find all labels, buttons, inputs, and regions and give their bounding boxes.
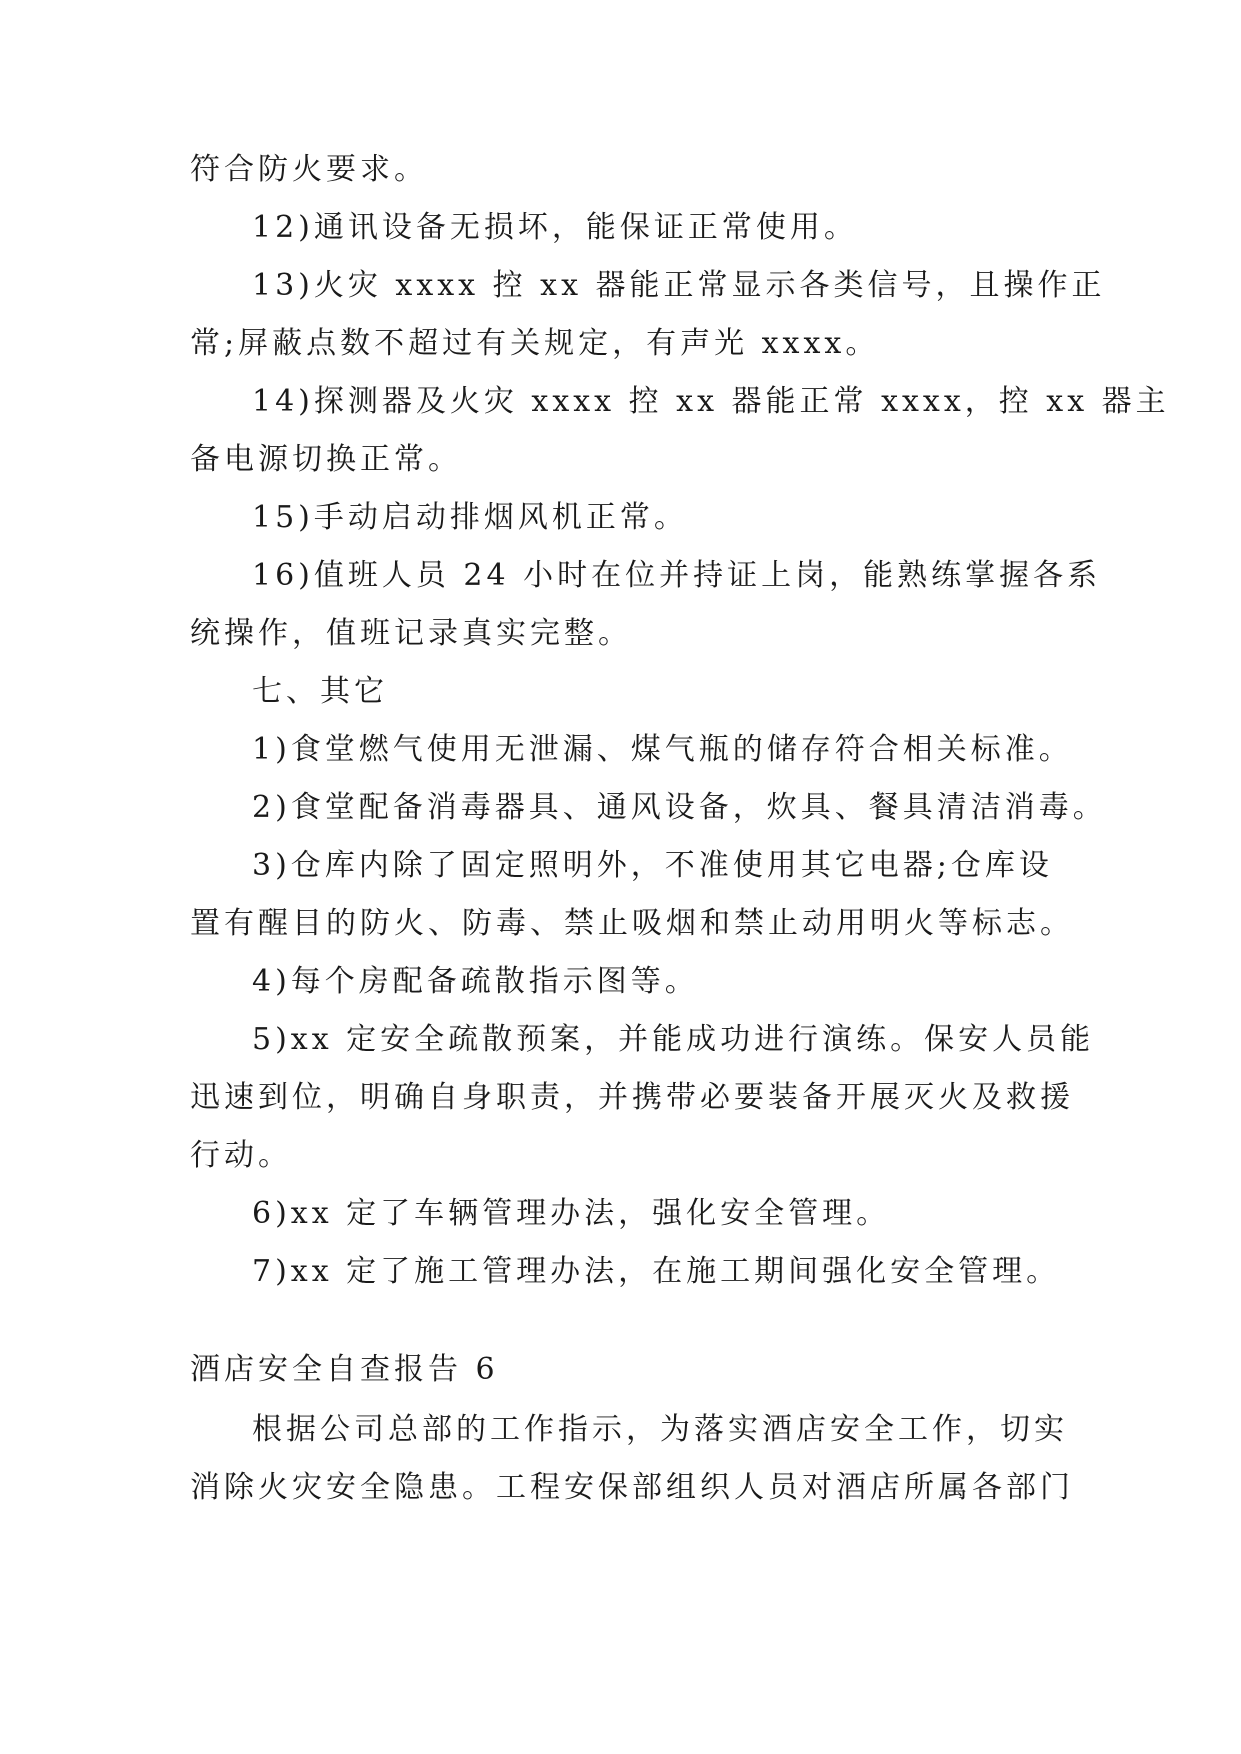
text-line: 3)仓库内除了固定照明外，不准使用其它电器;仓库设 [252, 848, 1053, 883]
text-line: 7)xx 定了施工管理办法，在施工期间强化安全管理。 [252, 1254, 1061, 1289]
text-line: 2)食堂配备消毒器具、通风设备，炊具、餐具清洁消毒。 [252, 790, 1107, 825]
text-line: 6)xx 定了车辆管理办法，强化安全管理。 [252, 1196, 891, 1231]
text-line: 13)火灾 xxxx 控 xx 器能正常显示各类信号，且操作正 [252, 268, 1106, 303]
text-line: 12)通讯设备无损坏，能保证正常使用。 [252, 210, 858, 245]
text-line: 置有醒目的防火、防毒、禁止吸烟和禁止动用明火等标志。 [190, 906, 1074, 941]
text-line: 常;屏蔽点数不超过有关规定，有声光 xxxx。 [190, 326, 880, 361]
text-line: 统操作，值班记录真实完整。 [190, 616, 632, 651]
text-line: 15)手动启动排烟风机正常。 [252, 500, 688, 535]
section-heading: 七、其它 [252, 674, 388, 709]
text-line: 根据公司总部的工作指示，为落实酒店安全工作，切实 [252, 1412, 1068, 1447]
report-title: 酒店安全自查报告 6 [190, 1352, 499, 1387]
text-line: 备电源切换正常。 [190, 442, 462, 477]
text-line: 消除火灾安全隐患。工程安保部组织人员对酒店所属各部门 [190, 1470, 1074, 1505]
text-line: 4)每个房配备疏散指示图等。 [252, 964, 699, 999]
text-line: 迅速到位，明确自身职责，并携带必要装备开展灭火及救援 [190, 1080, 1074, 1115]
text-line: 16)值班人员 24 小时在位并持证上岗，能熟练掌握各系 [252, 558, 1102, 593]
text-line: 符合防火要求。 [190, 152, 428, 187]
text-line: 1)食堂燃气使用无泄漏、煤气瓶的储存符合相关标准。 [252, 732, 1073, 767]
text-line: 5)xx 定安全疏散预案，并能成功进行演练。保安人员能 [252, 1022, 1095, 1057]
text-line: 14)探测器及火灾 xxxx 控 xx 器能正常 xxxx，控 xx 器主 [252, 384, 1170, 419]
text-line: 行动。 [190, 1138, 292, 1173]
